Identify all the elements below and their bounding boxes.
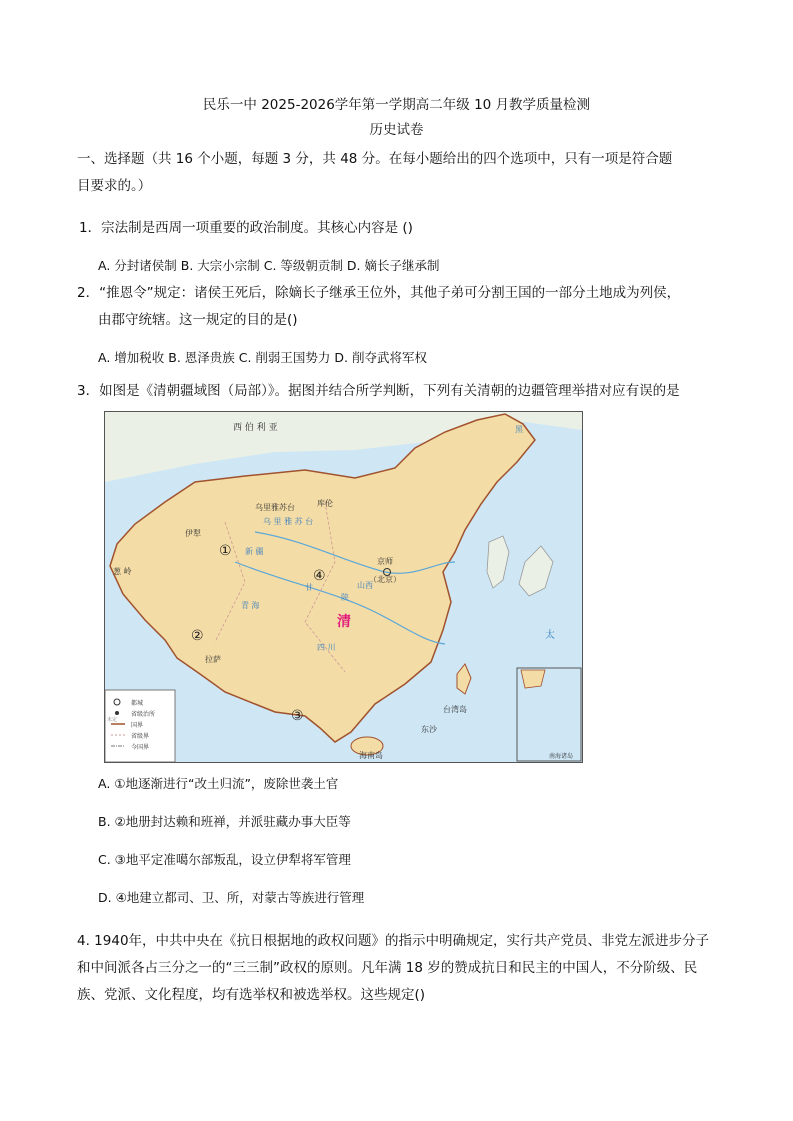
map-marker-2: ② [191,628,204,644]
map-label-sichuan: 四 川 [317,643,336,652]
legend-provincial-label: 省级治所 [131,711,156,718]
legend-provincial-icon [115,711,119,715]
map-label-ocean: 太 [545,630,555,641]
map-figure [105,412,582,762]
question-3-option-a: A. ①地逐渐进行“改土归流”，废除世袭土官 [98,776,339,791]
map-label-qinghai: 青 海 [241,601,260,610]
map-label-jingshi: 京师 [377,557,393,566]
map-label-yili: 伊犁 [185,529,201,538]
question-1-stem: 1．宗法制是西周一项重要的政治制度。其核心内容是 () [79,220,413,236]
map-label-taiwan: 台湾岛 [443,705,467,714]
legend-provincial-border-label: 省级界 [131,733,150,740]
map-label-gansu: 甘 [305,583,313,592]
map-marker-3: ③ [291,708,304,724]
question-2-options: A. 增加税收 B. 恩泽贵族 C. 削弱王国势力 D. 削夺武将军权 [98,350,427,365]
question-3-option-c: C. ③地平定准噶尔部叛乱，设立伊犁将军管理 [98,852,351,867]
map-marker-1: ① [219,543,232,559]
map-label-qing: 清 [337,614,351,630]
legend-capital-label: 都城 [131,700,144,707]
map-label-siberia: 西 伯 利 亚 [233,423,278,433]
exam-subject: 历史试卷 [369,122,424,138]
map-label-uliastai: 乌里雅苏台 [255,503,295,512]
map-label-kulun: 库伦 [317,499,333,508]
map-label-congling: 葱 岭 [113,567,132,576]
legend-national-border-label: 国界 [131,722,144,729]
map-label-shanxi: 山西 [357,581,373,590]
question-2-stem-line1: 2．“推恩令”规定：诸侯王死后，除嫡长子继承王位外，其他子弟可分割王国的一部分土地成为列侯， [77,285,681,301]
section-instructions-line2: 目要求的。） [77,178,152,194]
map-label-wula: 乌 里 雅 苏 台 [263,517,314,526]
question-2-stem-line2: 由郡守统辖。这一规定的目的是() [98,312,298,328]
section-instructions-line1: 一、选择题（共 16 个小题，每题 3 分，共 48 分。在每小题给出的四个选项中，只有一项是符合题 [77,151,673,167]
exam-title: 民乐一中 2025-2026学年第一学期高二年级 10 月教学质量检测 [202,97,591,113]
question-4-stem-line1: 4. 1940年，中共中央在《抗日根据地的政权问题》的指示中明确规定，实行共产党员、非党左派进步分子 [77,933,710,949]
qing-territory-map [104,411,583,763]
legend-unknown-label: 未定 [107,717,118,723]
map-label-dongsha: 东沙 [421,725,437,734]
question-3-option-b: B. ②地册封达赖和班禅，并派驻藏办事大臣等 [98,814,351,829]
map-inset-land [521,670,545,688]
question-3-stem: 3．如图是《清朝疆域图（局部）》。据图并结合所学判断，下列有关清朝的边疆管理举措对应有误的是 [77,383,680,399]
map-label-heilong: 黑 [515,425,523,434]
legend-modern-border-label: 今国界 [131,744,150,751]
map-label-nanhai: 南海诸岛 [549,753,574,760]
map-marker-4: ④ [313,568,326,584]
question-4-stem-line2: 和中间派各占三分之一的“三三制”政权的原则。凡年满 18 岁的赞成抗日和民主的中国人，不分阶级、民 [77,960,698,976]
map-label-hainan: 海南岛 [359,751,383,760]
map-label-lhasa: 拉萨 [205,655,221,664]
map-label-beijing: （北京） [369,575,401,584]
question-4-stem-line3: 族、党派、文化程度，均有选举权和被选举权。这些规定() [77,987,426,1003]
question-1-options: A. 分封诸侯制 B. 大宗小宗制 C. 等级朝贡制 D. 嫡长子继承制 [98,258,440,273]
question-3-option-d: D. ④地建立都司、卫、所，对蒙古等族进行管理 [98,890,365,905]
map-label-xinjiang: 新 疆 [245,547,264,556]
map-label-shaanxi: 陕 [341,593,349,602]
